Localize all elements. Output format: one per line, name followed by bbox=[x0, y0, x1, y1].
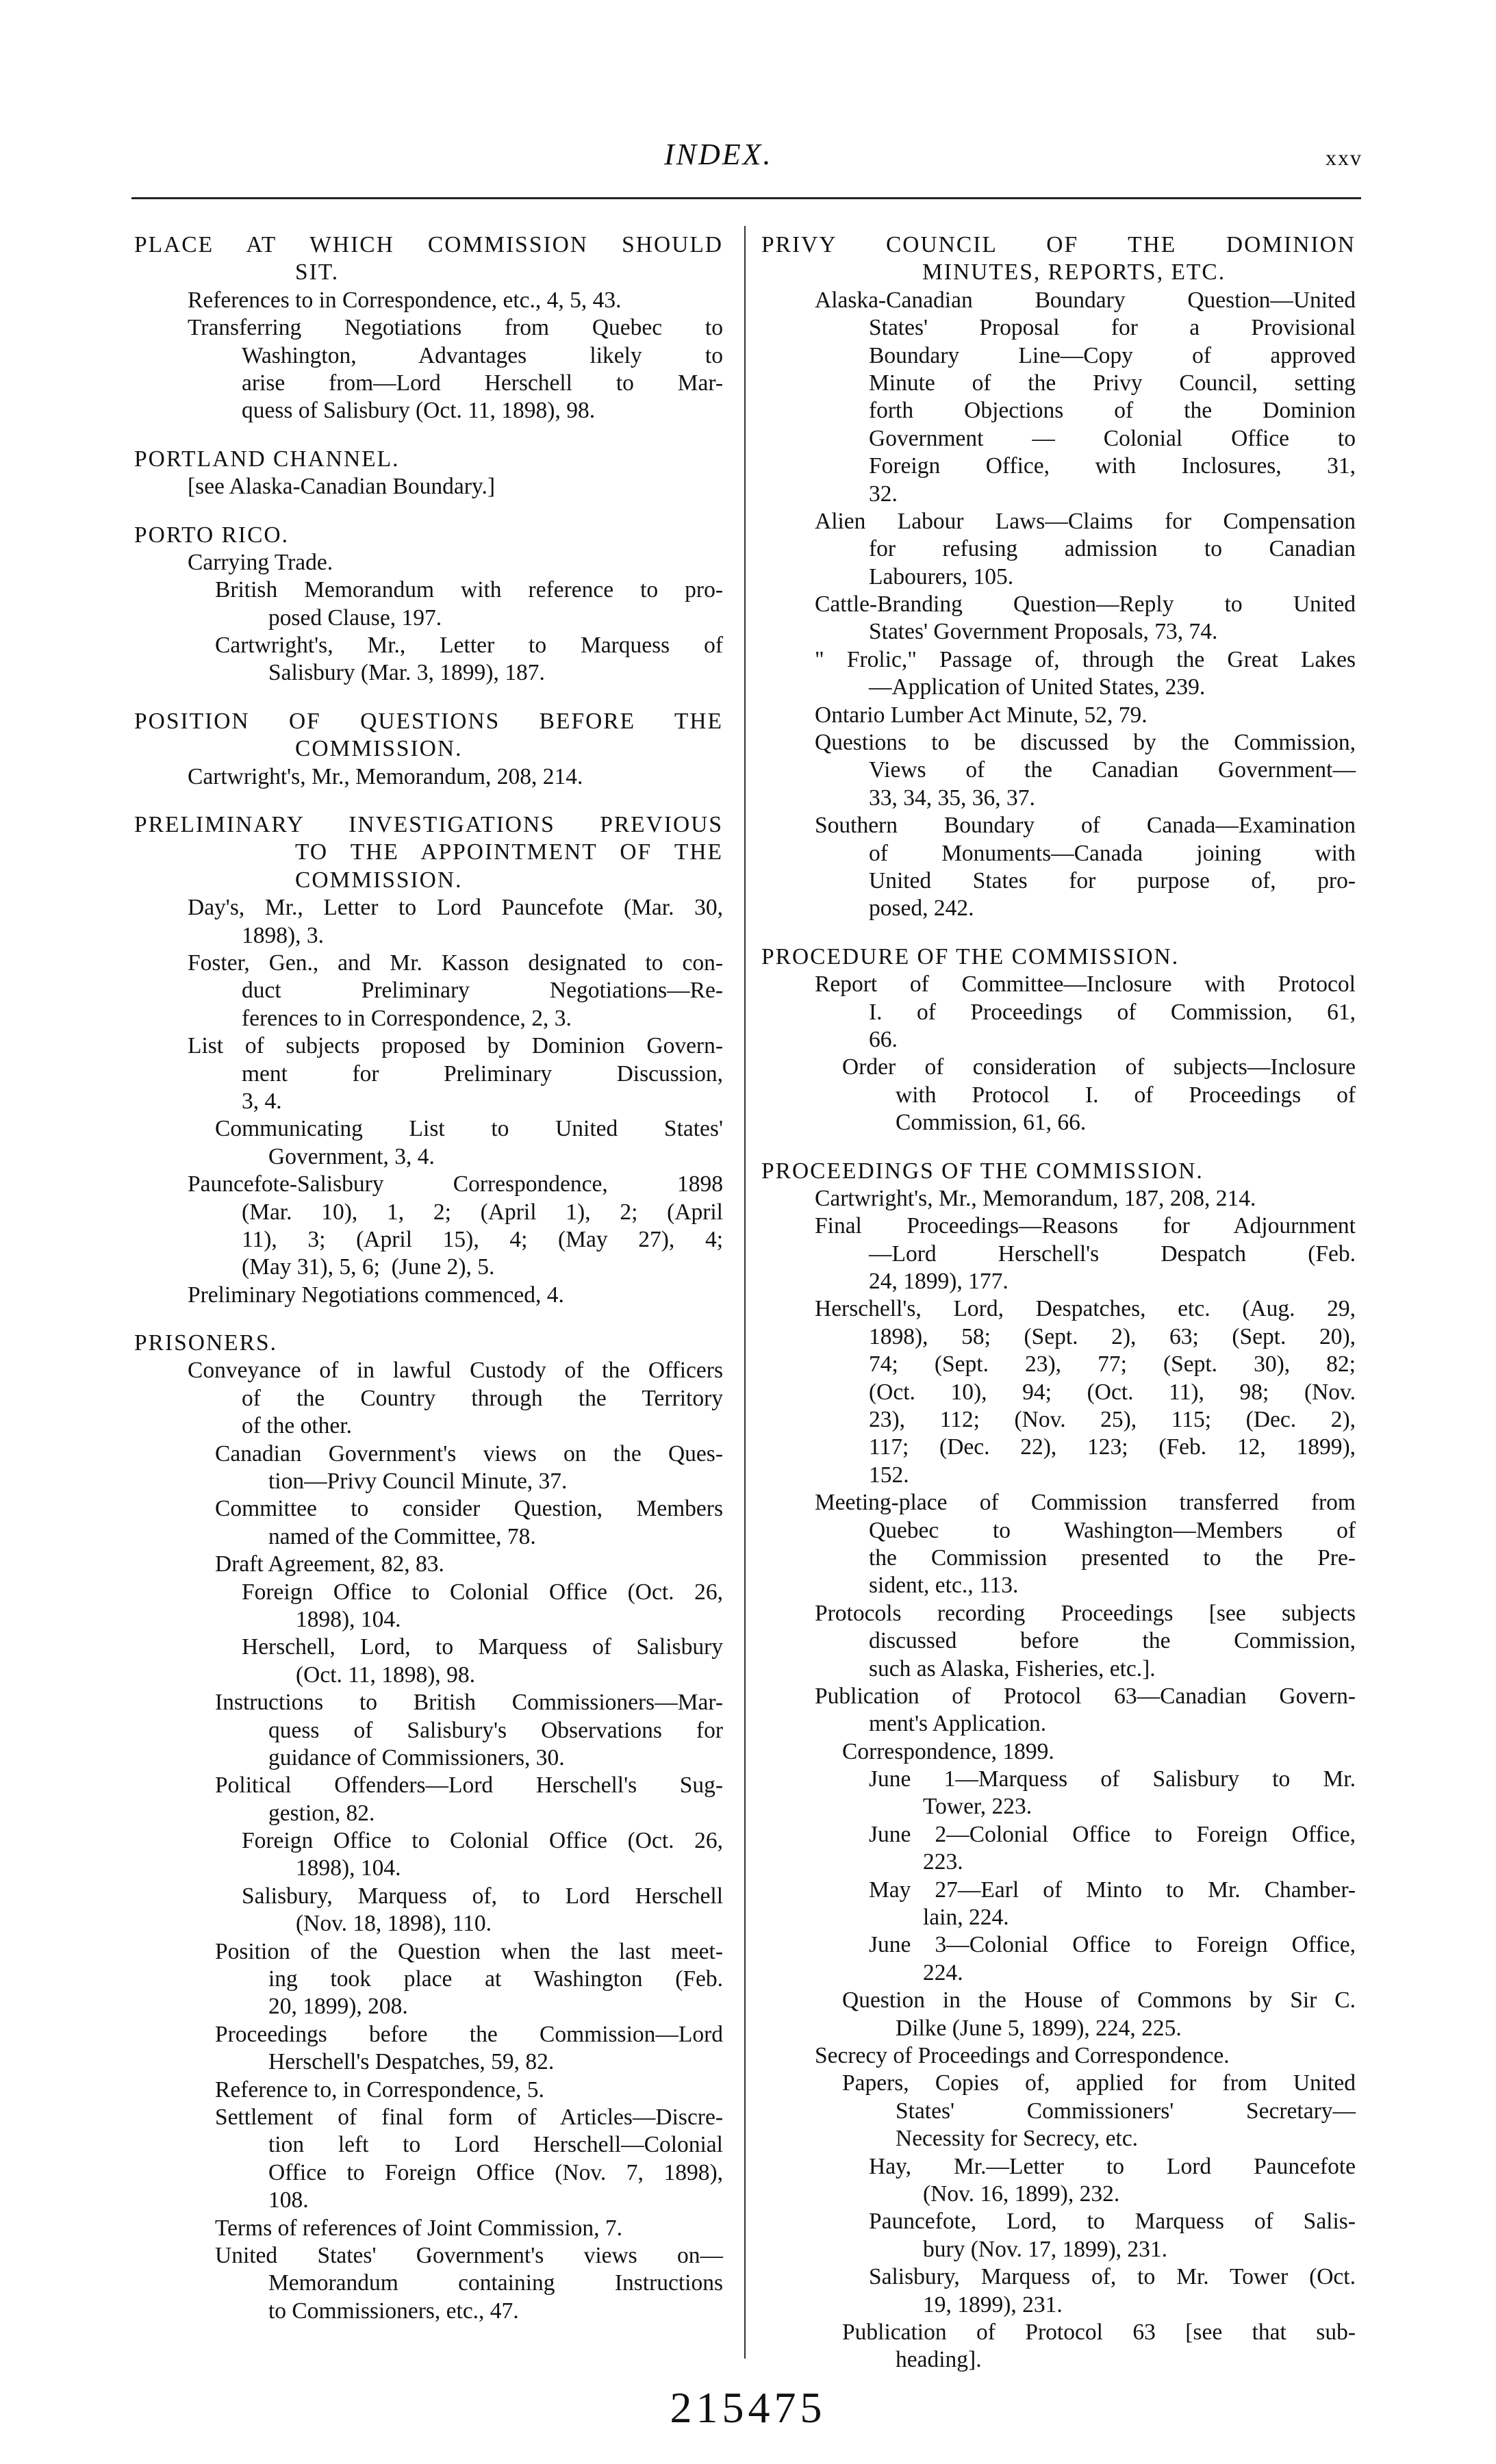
page-title: INDEX. bbox=[664, 138, 773, 171]
index-heading-line: PRELIMINARY INVESTIGATIONS PREVIOUS bbox=[134, 812, 723, 838]
index-entry-line: Order of consideration of subjects—Inclosure bbox=[842, 1054, 1356, 1080]
entry-spacer bbox=[134, 687, 723, 708]
index-entry-line: Foreign Office to Colonial Office (Oct. 26, bbox=[242, 1579, 723, 1605]
index-entry-line: forth Objections of the Dominion bbox=[869, 398, 1356, 424]
header-rule bbox=[131, 197, 1361, 199]
index-entry-line: arise from—Lord Herschell to Mar- bbox=[242, 370, 723, 396]
index-entry-line: gestion, 82. bbox=[268, 1800, 375, 1826]
page-number: xxv bbox=[1326, 145, 1362, 170]
index-entry-line: Salisbury (Mar. 3, 1899), 187. bbox=[268, 660, 545, 686]
index-entry-line: (Oct. 11, 1898), 98. bbox=[296, 1662, 476, 1688]
entry-spacer bbox=[761, 1137, 1356, 1158]
entry-spacer bbox=[761, 923, 1356, 943]
index-entry-line: Government — Colonial Office to bbox=[869, 425, 1356, 451]
index-entry-line: (May 31), 5, 6; (June 2), 5. bbox=[242, 1254, 495, 1280]
index-entry-line: Position of the Question when the last meet- bbox=[215, 1938, 723, 1964]
index-heading-line: MINUTES, REPORTS, ETC. bbox=[922, 259, 1226, 285]
index-entry-line: [see Alaska-Canadian Boundary.] bbox=[188, 474, 495, 500]
index-entry-line: duct Preliminary Negotiations—Re- bbox=[242, 978, 723, 1004]
index-entry-line: Foreign Office, with Inclosures, 31, bbox=[869, 453, 1356, 479]
index-entry-line: posed Clause, 197. bbox=[268, 605, 442, 631]
index-entry-line: Labourers, 105. bbox=[869, 563, 1014, 589]
index-entry-line: Tower, 223. bbox=[923, 1794, 1032, 1820]
index-entry-line: Pauncefote, Lord, to Marquess of Salis- bbox=[869, 2209, 1356, 2235]
index-entry-line: British Memorandum with reference to pro- bbox=[215, 577, 723, 603]
index-entry-line: Report of Committee—Inclosure with Protocol bbox=[815, 971, 1356, 998]
index-entry-line: Washington, Advantages likely to bbox=[242, 342, 723, 368]
index-entry-line: 20, 1899), 208. bbox=[268, 1994, 408, 2020]
index-entry-line: 32. bbox=[869, 481, 898, 507]
index-entry-line: Cartwright's, Mr., Letter to Marquess of bbox=[215, 633, 723, 659]
index-entry-line: sident, etc., 113. bbox=[869, 1573, 1019, 1599]
index-entry-line: named of the Committee, 78. bbox=[268, 1523, 536, 1549]
index-entry-line: the Commission presented to the Pre- bbox=[869, 1545, 1356, 1571]
index-heading-line: PORTLAND CHANNEL. bbox=[134, 446, 400, 472]
index-entry-line: Publication of Protocol 63 [see that sub- bbox=[842, 2319, 1356, 2345]
index-entry-line: Questions to be discussed by the Commission, bbox=[815, 730, 1356, 756]
index-entry-line: Alaska-Canadian Boundary Question—United bbox=[815, 287, 1356, 313]
index-entry-line: Ontario Lumber Act Minute, 52, 79. bbox=[815, 702, 1148, 728]
index-entry-line: of the Country through the Territory bbox=[242, 1385, 723, 1411]
index-entry-line: of the other. bbox=[242, 1413, 352, 1439]
index-entry-line: quess of Salisbury (Oct. 11, 1898), 98. bbox=[242, 398, 596, 424]
index-entry-line: 66. bbox=[869, 1026, 898, 1052]
index-entry-line: ment for Preliminary Discussion, bbox=[242, 1060, 723, 1087]
index-entry-line: 1898), 58; (Sept. 2), 63; (Sept. 20), bbox=[869, 1323, 1356, 1349]
index-entry-line: 117; (Dec. 22), 123; (Feb. 12, 1899), bbox=[869, 1434, 1356, 1460]
index-heading-line: POSITION OF QUESTIONS BEFORE THE bbox=[134, 708, 723, 734]
index-entry-line: Cattle-Branding Question—Reply to United bbox=[815, 592, 1356, 618]
entry-spacer bbox=[134, 501, 723, 522]
index-entry-line: Canadian Government's views on the Ques- bbox=[215, 1440, 723, 1466]
index-entry-line: Correspondence, 1899. bbox=[842, 1738, 1054, 1764]
index-entry-line: of Monuments—Canada joining with bbox=[869, 840, 1356, 866]
index-entry-line: 19, 1899), 231. bbox=[923, 2291, 1063, 2317]
index-entry-line: Secrecy of Proceedings and Correspondence. bbox=[815, 2043, 1230, 2068]
index-heading-line: COMMISSION. bbox=[295, 867, 463, 893]
index-entry-line: United States for purpose of, pro- bbox=[869, 867, 1356, 893]
entry-spacer bbox=[134, 1309, 723, 1330]
index-entry-line: Boundary Line—Copy of approved bbox=[869, 342, 1356, 368]
index-entry-line: 223. bbox=[923, 1849, 963, 1875]
index-entry-line: discussed before the Commission, bbox=[869, 1628, 1356, 1654]
index-entry-line: ing took place at Washington (Feb. bbox=[268, 1966, 723, 1992]
index-entry-line: Carrying Trade. bbox=[188, 549, 333, 575]
index-entry-line: Transferring Negotiations from Quebec to bbox=[188, 315, 723, 341]
index-entry-line: Cartwright's, Mr., Memorandum, 187, 208, 214. bbox=[815, 1185, 1256, 1211]
index-entry-line: Office to Foreign Office (Nov. 7, 1898), bbox=[268, 2159, 723, 2185]
index-entry-line: 108. bbox=[268, 2187, 309, 2213]
index-entry-line: Proceedings before the Commission—Lord bbox=[215, 2021, 723, 2047]
index-heading-line: PRIVY COUNCIL OF THE DOMINION bbox=[761, 232, 1356, 257]
index-entry-line: 1898), 3. bbox=[242, 922, 325, 948]
entry-spacer bbox=[134, 425, 723, 446]
right-index-column bbox=[761, 231, 1356, 2374]
index-entry-line: June 3—Colonial Office to Foreign Office, bbox=[869, 1932, 1356, 1958]
index-entry-line: Protocols recording Proceedings [see subjects bbox=[815, 1600, 1356, 1626]
index-entry-line: (Oct. 10), 94; (Oct. 11), 98; (Nov. bbox=[869, 1379, 1356, 1405]
index-entry-line: Question in the House of Commons by Sir C. bbox=[842, 1987, 1356, 2014]
index-entry-line: Salisbury, Marquess of, to Lord Herschell bbox=[242, 1883, 723, 1909]
footer-number: 215475 bbox=[670, 2383, 826, 2432]
index-entry-line: Hay, Mr.—Letter to Lord Pauncefote bbox=[869, 2153, 1356, 2179]
index-entry-line: Committee to consider Question, Members bbox=[215, 1496, 723, 1522]
index-entry-line: " Frolic," Passage of, through the Great Lakes bbox=[815, 646, 1356, 672]
index-entry-line: May 27—Earl of Minto to Mr. Chamber- bbox=[869, 1877, 1356, 1903]
index-entry-line: —Lord Herschell's Despatch (Feb. bbox=[869, 1241, 1356, 1267]
index-entry-line: Quebec to Washington—Members of bbox=[869, 1517, 1356, 1543]
index-entry-line: 23), 112; (Nov. 25), 115; (Dec. 2), bbox=[869, 1407, 1356, 1433]
index-entry-line: List of subjects proposed by Dominion Govern- bbox=[188, 1033, 723, 1059]
index-entry-line: June 1—Marquess of Salisbury to Mr. bbox=[869, 1766, 1356, 1792]
index-entry-line: Publication of Protocol 63—Canadian Govern- bbox=[815, 1683, 1356, 1709]
index-entry-line: Herschell's, Lord, Despatches, etc. (Aug. 29, bbox=[815, 1296, 1356, 1322]
index-entry-line: Terms of references of Joint Commission, 7. bbox=[215, 2215, 622, 2241]
index-entry-line: tion left to Lord Herschell—Colonial bbox=[268, 2132, 723, 2158]
index-entry-line: Political Offenders—Lord Herschell's Sug- bbox=[215, 1773, 723, 1799]
index-entry-line: 74; (Sept. 23), 77; (Sept. 30), 82; bbox=[869, 1351, 1356, 1377]
index-heading-line: COMMISSION. bbox=[295, 736, 463, 762]
index-entry-line: Dilke (June 5, 1899), 224, 225. bbox=[896, 2015, 1182, 2041]
index-entry-line: Necessity for Secrecy, etc. bbox=[896, 2126, 1139, 2152]
index-entry-line: Foster, Gen., and Mr. Kasson designated to con- bbox=[188, 950, 723, 976]
index-entry-line: States' Commissioners' Secretary— bbox=[896, 2098, 1356, 2124]
index-entry-line: Herschell's Despatches, 59, 82. bbox=[268, 2049, 555, 2075]
index-heading-line: PLACE AT WHICH COMMISSION SHOULD bbox=[134, 232, 723, 257]
index-entry-line: 1898), 104. bbox=[296, 1606, 401, 1632]
index-entry-line: (Nov. 18, 1898), 110. bbox=[296, 1911, 492, 1937]
index-entry-line: Pauncefote-Salisbury Correspondence, 1898 bbox=[188, 1171, 723, 1197]
index-entry-line: Preliminary Negotiations commenced, 4. bbox=[188, 1282, 564, 1308]
index-entry-line: ment's Application. bbox=[869, 1711, 1047, 1737]
index-entry-line: with Protocol I. of Proceedings of bbox=[896, 1082, 1356, 1108]
index-entry-line: lain, 224. bbox=[923, 1905, 1009, 1931]
index-entry-line: —Application of United States, 239. bbox=[869, 674, 1206, 700]
index-entry-line: guidance of Commissioners, 30. bbox=[268, 1744, 565, 1770]
index-entry-line: States' Government Proposals, 73, 74. bbox=[869, 619, 1218, 645]
index-entry-line: bury (Nov. 17, 1899), 231. bbox=[923, 2236, 1167, 2262]
index-entry-line: June 2—Colonial Office to Foreign Office, bbox=[869, 1821, 1356, 1847]
index-entry-line: quess of Salisbury's Observations for bbox=[268, 1717, 723, 1743]
index-entry-line: Memorandum containing Instructions bbox=[268, 2270, 723, 2296]
index-entry-line: to Commissioners, etc., 47. bbox=[268, 2298, 519, 2324]
index-entry-line: Final Proceedings—Reasons for Adjournment bbox=[815, 1213, 1356, 1239]
index-entry-line: Herschell, Lord, to Marquess of Salisbury bbox=[242, 1634, 723, 1660]
index-entry-line: (Nov. 16, 1899), 232. bbox=[923, 2181, 1120, 2207]
index-entry-line: heading]. bbox=[896, 2347, 982, 2373]
index-entry-line: for refusing admission to Canadian bbox=[869, 536, 1356, 562]
index-entry-line: Views of the Canadian Government— bbox=[869, 757, 1356, 783]
index-entry-line: Day's, Mr., Letter to Lord Pauncefote (Mar. 30, bbox=[188, 895, 723, 921]
index-entry-line: 224. bbox=[923, 1959, 963, 1985]
index-entry-line: 33, 34, 35, 36, 37. bbox=[869, 785, 1035, 811]
index-entry-line: Commission, 61, 66. bbox=[896, 1110, 1087, 1136]
index-heading-line: PROCEEDINGS OF THE COMMISSION. bbox=[761, 1158, 1204, 1184]
index-entry-line: States' Proposal for a Provisional bbox=[869, 315, 1356, 341]
index-entry-line: Communicating List to United States' bbox=[215, 1116, 723, 1142]
index-entry-line: 152. bbox=[869, 1462, 909, 1488]
index-entry-line: such as Alaska, Fisheries, etc.]. bbox=[869, 1655, 1156, 1681]
index-entry-line: (Mar. 10), 1, 2; (April 1), 2; (April bbox=[242, 1199, 723, 1225]
index-entry-line: Cartwright's, Mr., Memorandum, 208, 214. bbox=[188, 763, 583, 789]
index-heading-line: PROCEDURE OF THE COMMISSION. bbox=[761, 943, 1180, 969]
index-entry-line: Meeting-place of Commission transferred from bbox=[815, 1490, 1356, 1516]
index-entry-line: Instructions to British Commissioners—Mar- bbox=[215, 1690, 723, 1716]
index-entry-line: Minute of the Privy Council, setting bbox=[869, 370, 1356, 396]
index-entry-line: Alien Labour Laws—Claims for Compensation bbox=[815, 508, 1356, 534]
index-entry-line: I. of Proceedings of Commission, 61, bbox=[869, 999, 1356, 1025]
index-entry-line: References to in Correspondence, etc., 4, 5, 43. bbox=[188, 287, 622, 313]
page-header bbox=[130, 137, 1362, 178]
index-entry-line: Reference to, in Correspondence, 5. bbox=[215, 2076, 544, 2103]
entry-spacer bbox=[134, 791, 723, 811]
index-entry-line: tion—Privy Council Minute, 37. bbox=[268, 1469, 568, 1495]
index-entry-line: Southern Boundary of Canada—Examination bbox=[815, 813, 1356, 839]
index-entry-line: Draft Agreement, 82, 83. bbox=[215, 1551, 444, 1577]
index-heading-line: PRISONERS. bbox=[134, 1330, 277, 1356]
index-entry-line: United States' Government's views on— bbox=[215, 2242, 723, 2268]
index-entry-line: ferences to in Correspondence, 2, 3. bbox=[242, 1005, 572, 1031]
index-entry-line: 24, 1899), 177. bbox=[869, 1269, 1009, 1295]
left-index-column bbox=[134, 231, 723, 2325]
index-heading-line: PORTO RICO. bbox=[134, 522, 289, 548]
index-entry-line: 11), 3; (April 15), 4; (May 27), 4; bbox=[242, 1226, 723, 1252]
index-entry-line: posed, 242. bbox=[869, 896, 974, 922]
index-entry-line: Foreign Office to Colonial Office (Oct. 26, bbox=[242, 1828, 723, 1854]
index-entry-line: Government, 3, 4. bbox=[268, 1143, 435, 1169]
index-entry-line: 1898), 104. bbox=[296, 1855, 401, 1881]
index-entry-line: Settlement of final form of Articles—Discre- bbox=[215, 2105, 723, 2130]
index-entry-line: Salisbury, Marquess of, to Mr. Tower (Oct. bbox=[869, 2264, 1356, 2290]
index-entry-line: Conveyance of in lawful Custody of the Officers bbox=[188, 1358, 723, 1384]
column-divider bbox=[744, 226, 746, 2359]
index-entry-line: 3, 4. bbox=[242, 1088, 282, 1114]
index-heading-line: SIT. bbox=[295, 259, 340, 285]
index-heading-line: TO THE APPOINTMENT OF THE bbox=[295, 839, 723, 865]
index-entry-line: Papers, Copies of, applied for from United bbox=[842, 2070, 1356, 2096]
